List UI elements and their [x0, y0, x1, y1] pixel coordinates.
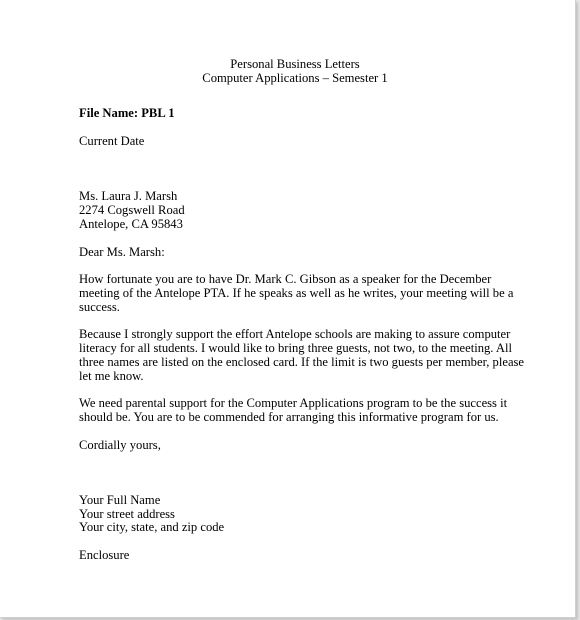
paragraph-1-line-1: How fortunate you are to have Dr. Mark C. Gibson as a speaker for the December — [79, 272, 492, 286]
paragraph-2-line-3: three names are listed on the enclosed card. If the limit is two guests per member, please — [79, 355, 525, 369]
closing: Cordially yours, — [79, 438, 161, 452]
paragraph-2-line-1: Because I strongly support the effort Antelope schools are making to assure computer — [79, 327, 511, 341]
document-subtitle: Computer Applications – Semester 1 — [202, 71, 388, 85]
recipient-city-state-zip: Antelope, CA 95843 — [79, 217, 183, 231]
paragraph-2-line-4: let me know. — [79, 369, 144, 383]
sender-city-state-zip: Your city, state, and zip code — [79, 520, 225, 534]
paragraph-1-line-2: meeting of the Antelope PTA. If he speaks as well as he writes, your meeting will be a — [79, 286, 514, 300]
paragraph-1-line-3: success. — [79, 300, 120, 314]
paragraph-2-line-2: literacy for all students. I would like to bring three guests, not two, to the meeting. All — [79, 341, 513, 355]
sender-street: Your street address — [79, 507, 175, 521]
recipient-street: 2274 Cogswell Road — [79, 203, 185, 217]
salutation: Dear Ms. Marsh: — [79, 245, 165, 259]
file-name: File Name: PBL 1 — [79, 106, 175, 120]
paragraph-3-line-1: We need parental support for the Computer Applications program to be the success it — [79, 396, 508, 410]
paragraph-3-line-2: should be. You are to be commended for arranging this informative program for us. — [79, 410, 499, 424]
document-title: Personal Business Letters — [230, 57, 360, 71]
sender-name: Your Full Name — [79, 493, 161, 507]
letter-date: Current Date — [79, 134, 145, 148]
recipient-name: Ms. Laura J. Marsh — [79, 189, 178, 203]
enclosure-notation: Enclosure — [79, 548, 130, 562]
